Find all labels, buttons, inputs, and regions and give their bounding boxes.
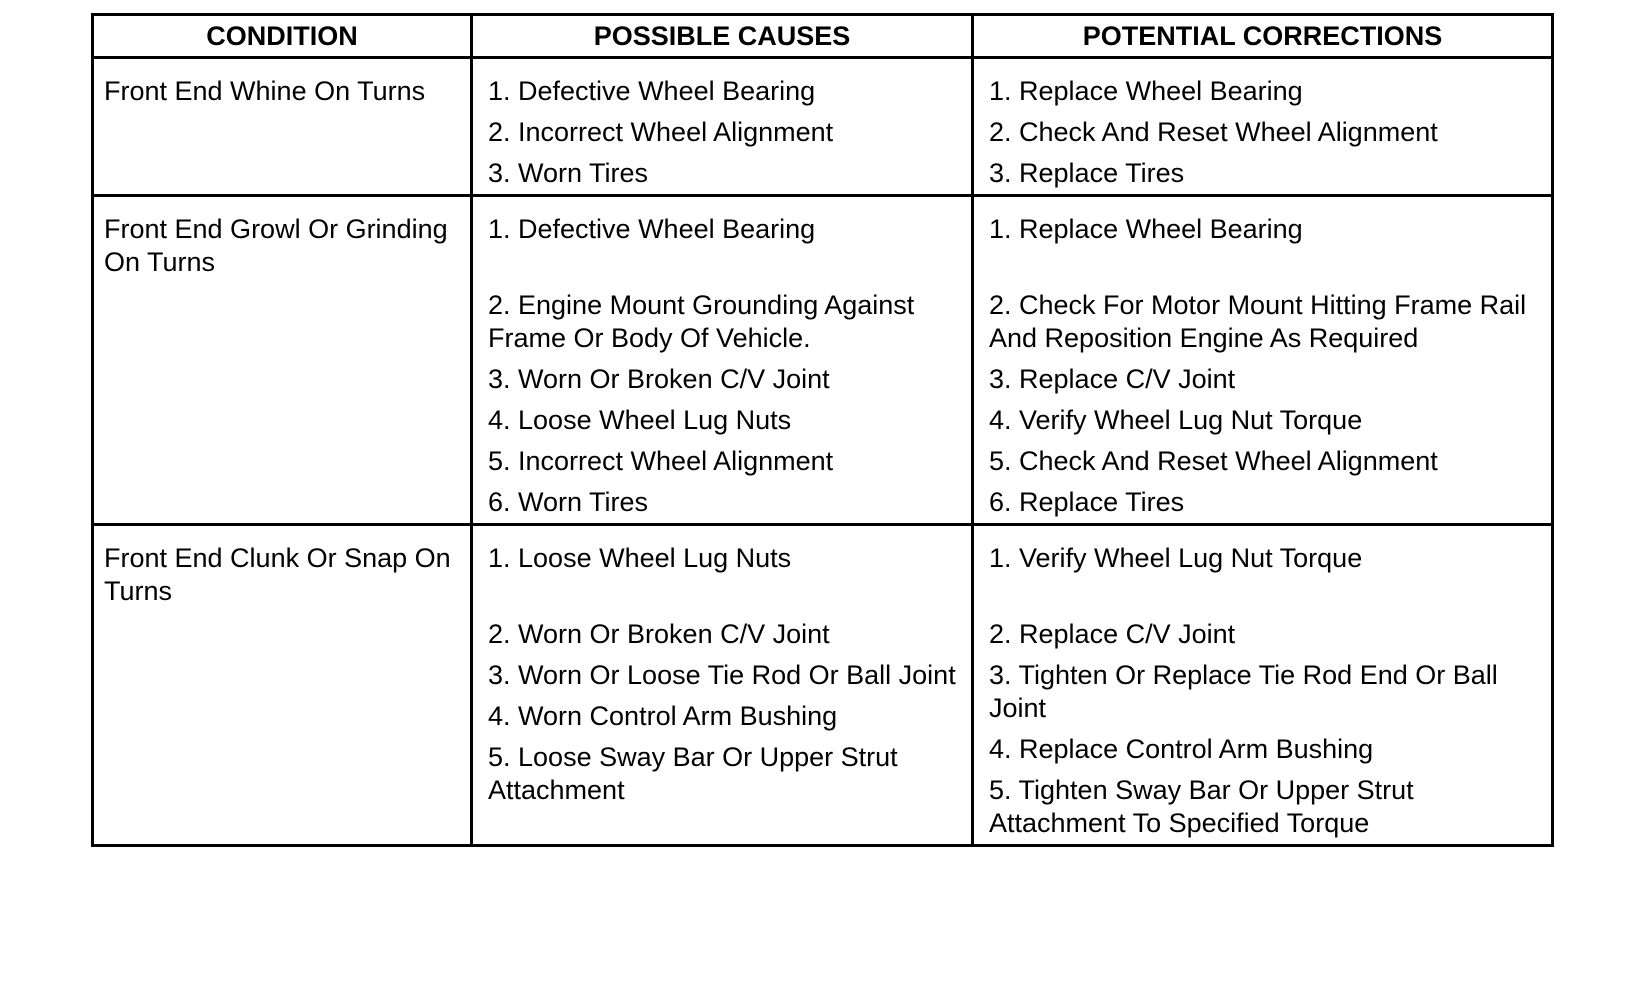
cause-item: 3. Worn Tires	[488, 158, 649, 188]
correction-item: 1. Replace Wheel Bearing	[989, 214, 1303, 244]
table-row	[93, 58, 1553, 196]
header-potential-corrections: POTENTIAL CORRECTIONS	[973, 15, 1553, 58]
cause-item: 1. Loose Wheel Lug Nuts	[488, 543, 792, 573]
correction-item: 3. Tighten Or Replace Tie Rod End Or Ball Joint	[989, 660, 1498, 723]
condition-cell: Front End Growl Or Grinding On Turns	[93, 196, 472, 525]
cause-item: 2. Worn Or Broken C/V Joint	[488, 619, 830, 649]
header-row	[93, 15, 1553, 58]
cause-item: 1. Defective Wheel Bearing	[488, 214, 816, 244]
header-condition: CONDITION	[93, 15, 472, 58]
correction-item: 2. Check And Reset Wheel Alignment	[989, 117, 1438, 147]
correction-item: 6. Replace Tires	[989, 487, 1185, 517]
cause-item: 2. Engine Mount Grounding Against Frame Or Body Of Vehicle.	[488, 290, 915, 353]
header-possible-causes: POSSIBLE CAUSES	[472, 15, 973, 58]
correction-item: 2. Replace C/V Joint	[989, 619, 1236, 649]
cause-item: 3. Worn Or Broken C/V Joint	[488, 364, 830, 394]
correction-item: 5. Tighten Sway Bar Or Upper Strut Attachment To Specified Torque	[989, 775, 1414, 838]
correction-item: 1. Replace Wheel Bearing	[989, 76, 1303, 106]
correction-item: 2. Check For Motor Mount Hitting Frame Rail And Reposition Engine As Required	[989, 290, 1527, 353]
condition-cell: Front End Whine On Turns	[93, 58, 472, 196]
correction-item: 4. Replace Control Arm Bushing	[989, 734, 1374, 764]
corrections-cell	[973, 525, 1553, 846]
corrections-cell	[973, 196, 1553, 525]
condition-cell: Front End Clunk Or Snap On Turns	[93, 525, 472, 846]
cause-item: 3. Worn Or Loose Tie Rod Or Ball Joint	[488, 660, 956, 690]
cause-item: 5. Incorrect Wheel Alignment	[488, 446, 834, 476]
cause-item: 4. Worn Control Arm Bushing	[488, 701, 838, 731]
correction-item: 3. Replace C/V Joint	[989, 364, 1236, 394]
correction-item: 5. Check And Reset Wheel Alignment	[989, 446, 1438, 476]
cause-item: 2. Incorrect Wheel Alignment	[488, 117, 834, 147]
causes-cell	[472, 58, 973, 196]
table-row	[93, 196, 1553, 525]
diagnosis-table	[91, 13, 1554, 847]
correction-item: 3. Replace Tires	[989, 158, 1185, 188]
correction-item: 4. Verify Wheel Lug Nut Torque	[989, 405, 1363, 435]
table-row	[93, 525, 1553, 846]
cause-item: 5. Loose Sway Bar Or Upper Strut Attachment	[488, 742, 898, 805]
cause-item: 1. Defective Wheel Bearing	[488, 76, 816, 106]
corrections-cell	[973, 58, 1553, 196]
correction-item: 1. Verify Wheel Lug Nut Torque	[989, 543, 1363, 573]
cause-item: 4. Loose Wheel Lug Nuts	[488, 405, 792, 435]
causes-cell	[472, 525, 973, 846]
causes-cell	[472, 196, 973, 525]
cause-item: 6. Worn Tires	[488, 487, 649, 517]
